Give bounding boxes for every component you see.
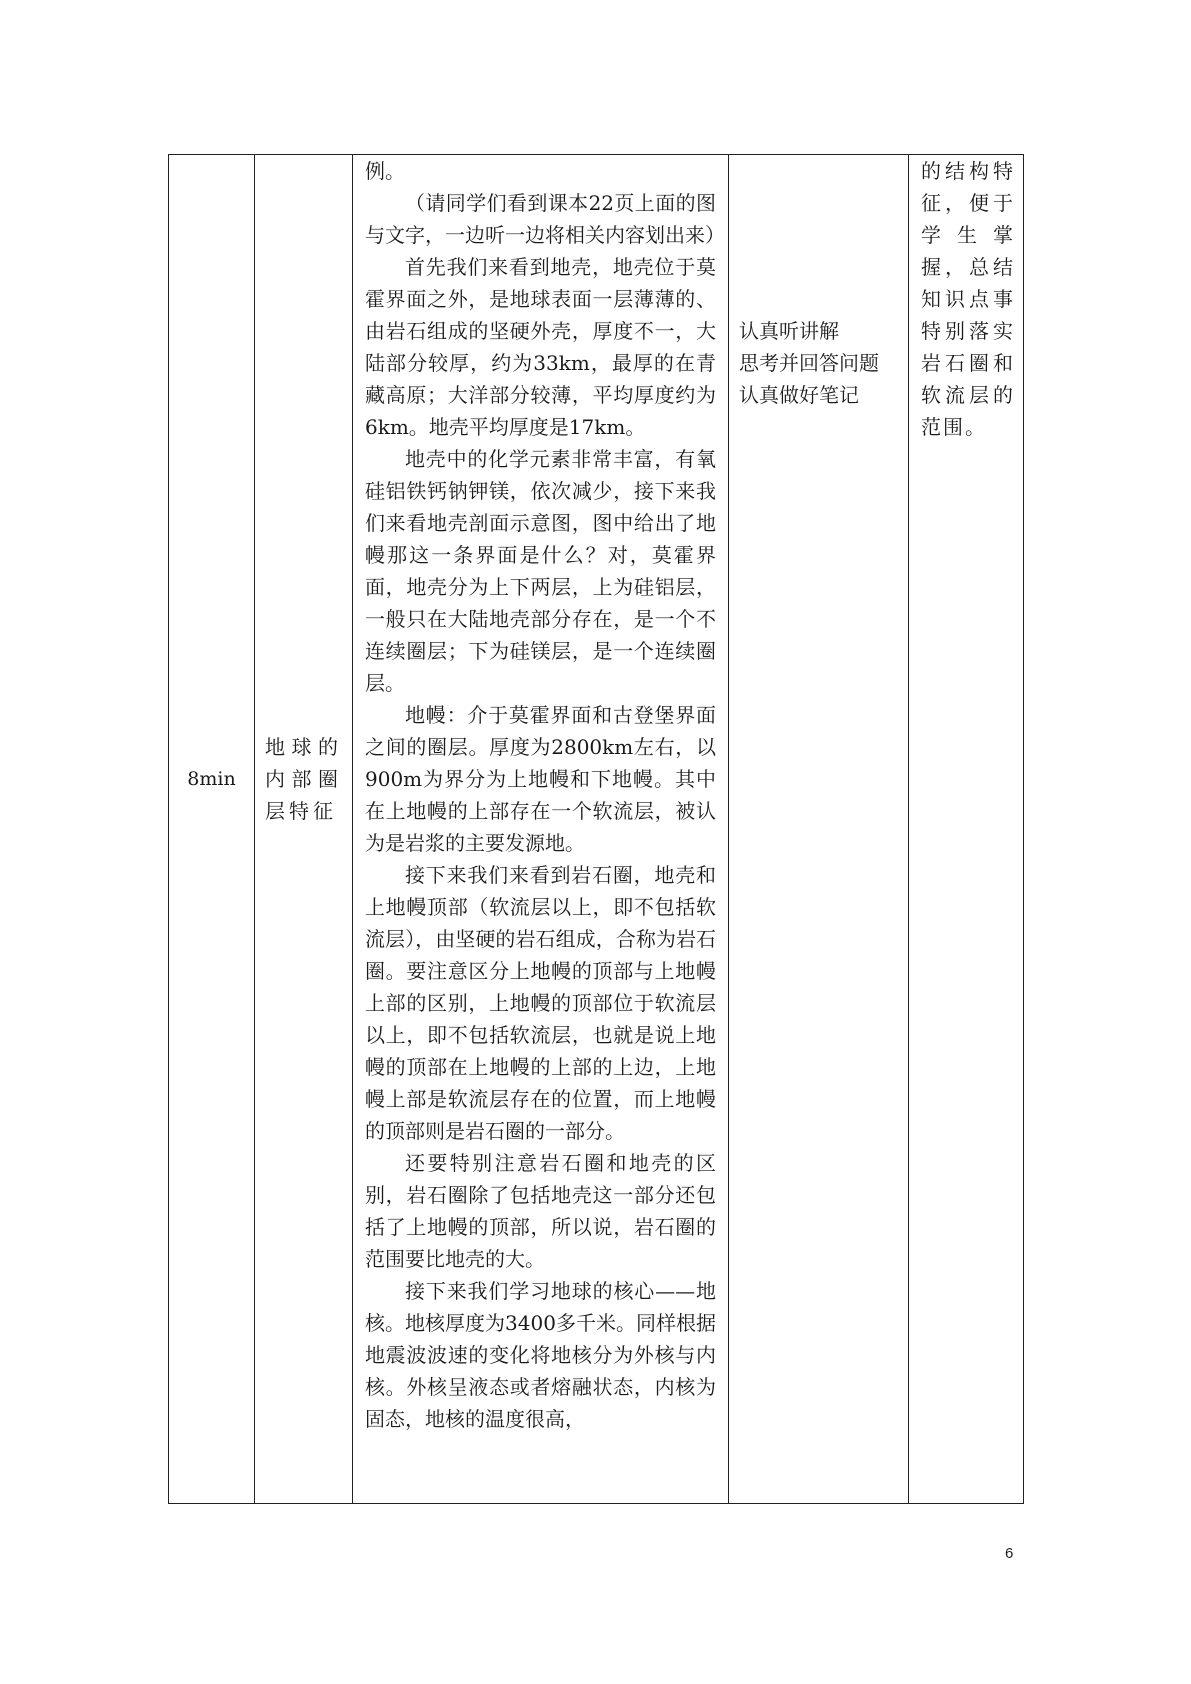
time-text: 8min — [187, 768, 236, 790]
student-activity-item: 认真做好笔记 — [739, 383, 859, 407]
design-intent-text: 的结构特征，便于学生掌握，总结知识点事特别落实岩石圈和软流层的范围。 — [921, 159, 1015, 439]
teacher-paragraph: 接下来我们来看到岩石圈，地壳和上地幔顶部（软流层以上，即不包括软流层），由坚硬的岩石组成，合称为岩石圈。要注意区分上地幔的顶部与上地幔上部的区别，上地幔的顶部位于软流层以上，即不包括软流层，也就是说上地幔的顶部在上地幔的上部的上边，上地幔上部是软流层存在的位置，而上地幔的顶部则是岩石圈的一部分。 — [365, 863, 716, 1143]
lesson-table — [168, 154, 1024, 1504]
time-cell — [169, 155, 255, 1503]
student-activity-list — [739, 315, 900, 411]
page-number: 6 — [1005, 1545, 1014, 1562]
design-intent-cell — [909, 155, 1025, 1503]
teacher-paragraph: 还要特别注意岩石圈和地壳的区别，岩石圈除了包括地壳这一部分还包括了上地幔的顶部，所以说，岩石圈的范围要比地壳的大。 — [365, 1151, 716, 1271]
topic-cell — [255, 155, 353, 1503]
topic-text: 地球的内部圈层特征 — [265, 735, 342, 823]
student-activity-item: 认真听讲解 — [739, 319, 839, 343]
teacher-paragraph: 例。 — [365, 159, 405, 183]
teacher-paragraph: （请同学们看到课本22页上面的图与文字，一边听一边将相关内容划出来） — [365, 191, 725, 247]
teacher-paragraph: 首先我们来看到地壳，地壳位于莫霍界面之外，是地球表面一层薄薄的、由岩石组成的坚硬外壳，厚度不一，大陆部分较厚，约为33km，最厚的在青藏高原；大洋部分较薄，平均厚度约为6km。地壳平均厚度是17km。 — [365, 255, 716, 439]
teacher-paragraph: 地幔：介于莫霍界面和古登堡界面之间的圈层。厚度为2800km左右，以900m为界分为上地幔和下地幔。其中在上地幔的上部存在一个软流层，被认为是岩浆的主要发源地。 — [365, 703, 716, 855]
student-activity-item: 思考并回答问题 — [739, 351, 879, 375]
student-activity-cell — [729, 155, 909, 1503]
teacher-activity-cell — [353, 155, 729, 1503]
teacher-paragraph: 地壳中的化学元素非常丰富，有氧硅铝铁钙钠钾镁，依次减少，接下来我们来看地壳剖面示意图，图中给出了地幔那这一条界面是什么？对，莫霍界面，地壳分为上下两层，上为硅铝层，一般只在大陆地壳部分存在，是一个不连续圈层；下为硅镁层，是一个连续圈层。 — [365, 447, 716, 695]
teacher-paragraph: 接下来我们学习地球的核心——地核。地核厚度为3400多千米。同样根据地震波波速的变化将地核分为外核与内核。外核呈液态或者熔融状态，内核为固态，地核的温度很高， — [365, 1279, 716, 1431]
